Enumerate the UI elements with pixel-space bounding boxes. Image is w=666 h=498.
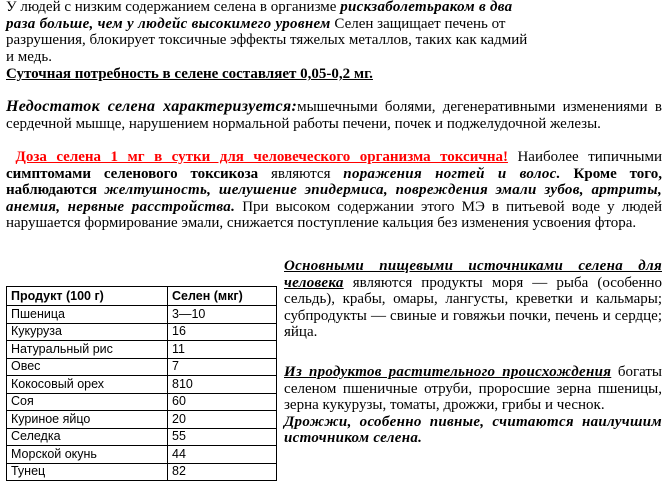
toxicity-symptoms-list: желтушность, шелушение эпидермиса, повреждения эмали зубов, артриты, анемия, нервные расстройства. <box>6 182 662 215</box>
plant-sources-text: богаты селеном пшеничные отруби, проросшие зерна пшеницы, зерна кукурузы, томаты, дрожжи, грибы и чеснок. <box>284 364 663 414</box>
selenium-cell: 82 <box>168 463 277 481</box>
column-header-product: Продукт (100 г) <box>7 287 168 306</box>
food-sources-lead: Основными пищевыми источниками селена для человека <box>284 258 662 291</box>
toxicity-text-2: являются <box>258 165 344 182</box>
table-row <box>7 323 277 341</box>
toxic-dose-warning: Доза селена 1 мг в сутки для человеческого организма токсична! <box>15 149 508 165</box>
food-sources-paragraph <box>284 258 662 341</box>
selenium-content-table <box>6 286 277 481</box>
food-sources-text: являются продукты моря — рыба (особенно сельдь), крабы, омары, лангусты, креветки и кальмары; субпродукты — свиные и говяжьи почки, печень и сердце; яйца. <box>284 274 662 341</box>
intro-line-3: разрушения, блокирует токсичные эффекты тяжелых металлов, таких как кадмий <box>6 32 528 49</box>
product-cell: Тунец <box>7 463 168 481</box>
table-row <box>7 411 277 429</box>
intro-text: У людей с низким содержанием селена в организме <box>6 0 341 15</box>
table-row <box>7 428 277 446</box>
selenium-cell: 3—10 <box>168 306 277 324</box>
table-row <box>7 463 277 481</box>
selenium-cell: 810 <box>168 376 277 394</box>
product-cell: Овес <box>7 358 168 376</box>
selenium-cell: 20 <box>168 411 277 429</box>
deficiency-text: мышечными болями, дегенеративными изменениями в сердечной мышце, нарушением нормальной работы печени, почек и поджелудочной железы. <box>6 99 662 132</box>
toxicity-text-bold: Кроме того, наблюдаются <box>6 165 662 199</box>
selenium-cell: 44 <box>168 446 277 464</box>
selenium-cell: 11 <box>168 341 277 359</box>
toxicity-text-3: При высоком содержании этого МЭ в питьевой воде у людей нарушается формирование эмали, снижается поступление кальция без изменения усвоения фтора. <box>6 198 662 232</box>
nail-hair-damage: поражения ногтей и волос. <box>343 165 561 182</box>
product-cell: Куриное яйцо <box>7 411 168 429</box>
intro-text-cont: Селен защищает печень от <box>330 15 506 32</box>
selenium-cell: 7 <box>168 358 277 376</box>
product-cell: Пшеница <box>7 306 168 324</box>
selenium-cell: 55 <box>168 428 277 446</box>
product-cell: Селедка <box>7 428 168 446</box>
toxicity-text-1: Наиболее типичными <box>507 149 663 165</box>
column-header-selenium: Селен (мкг) <box>168 287 277 306</box>
deficiency-lead: Недостаток селена характеризуется: <box>6 98 298 115</box>
product-cell: Натуральный рис <box>7 341 168 359</box>
intro-line-4: и медь. <box>6 48 52 65</box>
daily-requirement: Суточная потребность в селене составляет 0,05-0,2 мг. <box>6 66 373 82</box>
selenium-cell: 16 <box>168 323 277 341</box>
table-row <box>7 341 277 359</box>
table-row <box>7 358 277 376</box>
product-cell: Кокосовый орех <box>7 376 168 394</box>
toxicosis-symptoms-label: симптомами селенового токсикоза <box>6 165 259 182</box>
product-cell: Кукуруза <box>7 323 168 341</box>
plant-sources-paragraph <box>284 364 662 447</box>
table-row <box>7 393 277 411</box>
deficiency-paragraph <box>6 99 662 132</box>
toxicity-paragraph <box>6 149 662 232</box>
selenium-cell: 60 <box>168 393 277 411</box>
table-header-row <box>7 287 277 306</box>
brewers-yeast-note: Дрожжи, особенно пивные, считаются наилучшим источником селена. <box>284 413 662 447</box>
table-row <box>7 376 277 394</box>
product-cell: Морской окунь <box>7 446 168 464</box>
cancer-risk-emphasis: рискзаболетьраком в два <box>340 0 513 15</box>
table-row <box>7 306 277 324</box>
cancer-risk-emphasis-cont: раза больше, чем у людейс высокимего уровнем <box>6 15 331 32</box>
product-cell: Соя <box>7 393 168 411</box>
table-row <box>7 446 277 464</box>
plant-sources-lead: Из продуктов растительного происхождения <box>284 364 612 380</box>
intro-paragraph <box>6 0 662 65</box>
